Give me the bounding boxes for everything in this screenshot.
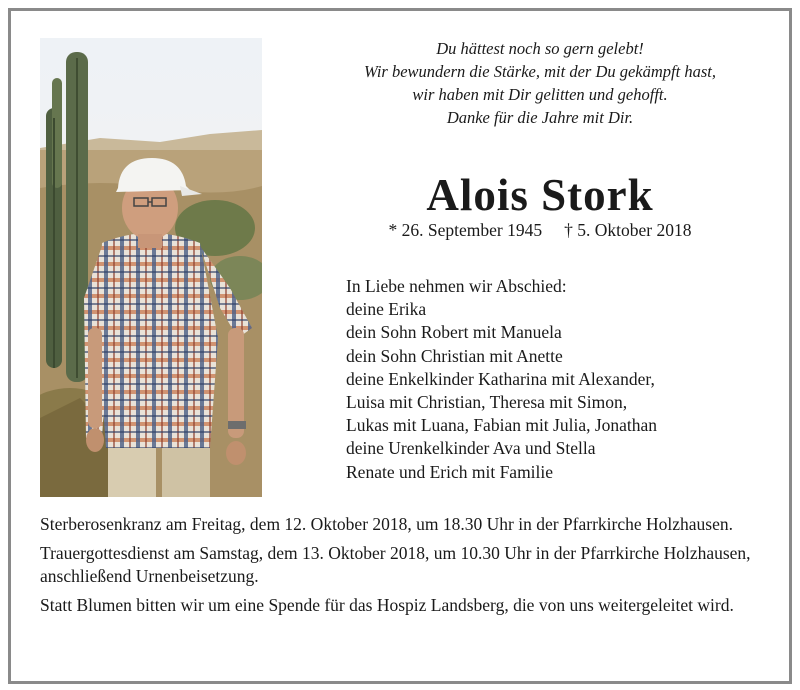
quote-line: Du hättest noch so gern gelebt!: [436, 39, 644, 58]
quote-line: Wir bewundern die Stärke, mit der Du gekämpft hast,: [364, 62, 716, 81]
mourners-line: Lukas mit Luana, Fabian mit Julia, Jonathan: [346, 415, 658, 436]
birth-date: * 26. September 1945: [388, 220, 543, 240]
mourners-line: Luisa mit Christian, Theresa mit Simon,: [346, 392, 628, 413]
quote-line: Danke für die Jahre mit Dir.: [446, 108, 634, 127]
mourners-line: In Liebe nehmen wir Abschied:: [346, 276, 567, 296]
mourners-line: dein Sohn Christian mit Anette: [346, 345, 563, 366]
mourners-line: deine Urenkelkinder Ava und Stella: [346, 438, 596, 459]
portrait-photo: [40, 38, 262, 497]
quote-line: wir haben mit Dir gelitten und gehofft.: [412, 85, 668, 104]
memorial-quote: [310, 37, 770, 129]
donation-notice: Statt Blumen bitten wir um eine Spende für das Hospiz Landsberg, die von uns weitergeleitet wird.: [40, 594, 734, 615]
life-dates: [310, 219, 770, 241]
death-date: † 5. Oktober 2018: [564, 220, 692, 240]
funeral-service-notice: Trauergottesdienst am Samstag, dem 13. Oktober 2018, um 10.30 Uhr in der Pfarrkirche Holzhausen, anschließend Urnenbeisetzung.: [40, 542, 751, 586]
mourners-line: dein Sohn Robert mit Manuela: [346, 322, 562, 343]
mourners-line: deine Erika: [346, 299, 427, 320]
mourners-list: [346, 275, 776, 484]
rosary-notice: Sterberosenkranz am Freitag, dem 12. Oktober 2018, um 18.30 Uhr in der Pfarrkirche Holzhausen.: [40, 514, 734, 534]
mourners-line: deine Enkelkinder Katharina mit Alexander,: [346, 368, 655, 389]
mourners-line: Renate und Erich mit Familie: [346, 461, 554, 482]
deceased-name: Alois Stork: [426, 170, 654, 220]
service-notices: [40, 513, 770, 622]
